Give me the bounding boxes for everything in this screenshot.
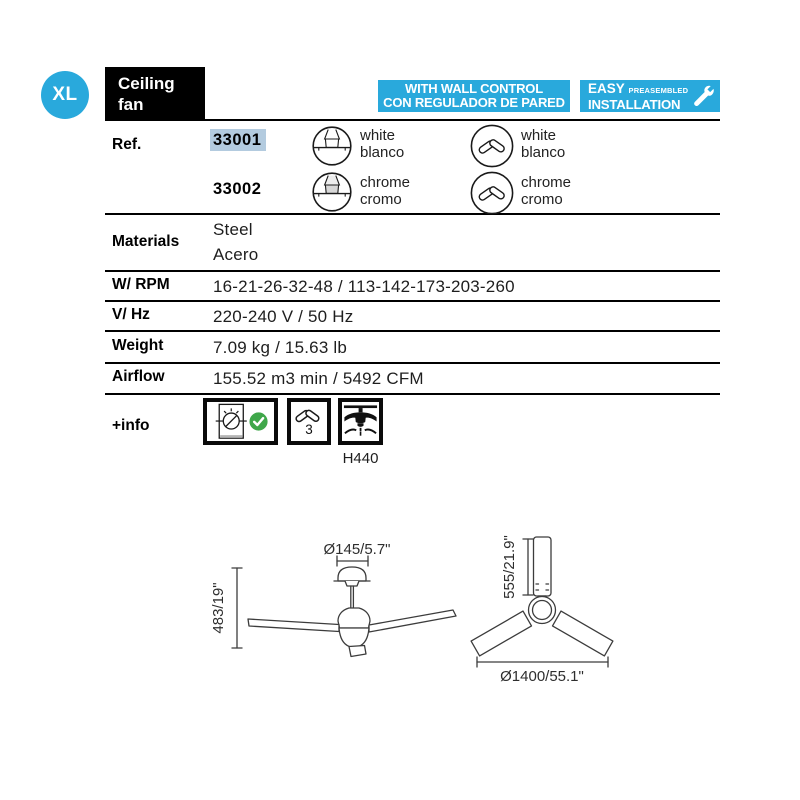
w-rpm-label: W/ RPM [112, 276, 170, 293]
ceiling-fan-icon [343, 403, 378, 440]
blade-color-es: cromo [521, 190, 563, 208]
blade-color-en: white [521, 127, 557, 144]
blade-length-dim: 555/21.9" [501, 535, 518, 599]
fan-diameter-dim: Ø1400/55.1" [500, 668, 584, 685]
height-code-label: H440 [342, 450, 379, 467]
divider [105, 362, 720, 364]
wall-control-compatible-pictogram [203, 398, 278, 445]
divider [105, 213, 720, 215]
preassembled-word: PREASEMBLED [628, 86, 689, 95]
title-line-2: fan [118, 95, 144, 114]
info-label: +info [112, 417, 150, 434]
ref-code-highlighted[interactable]: 33001 [210, 129, 266, 151]
easy-installation-banner [580, 80, 720, 112]
v-hz-label: V/ Hz [112, 306, 150, 323]
weight-value: 7.09 kg / 15.63 lb [213, 338, 348, 357]
fan-blades-chrome-icon [470, 171, 514, 215]
xl-badge-label: XL [52, 84, 78, 105]
title-line-1: Ceiling [118, 74, 175, 93]
divider [105, 300, 720, 302]
fan-height-pictogram [338, 398, 383, 445]
fan-blades-white-icon [470, 124, 514, 168]
wall-control-en: WITH WALL CONTROL [405, 80, 543, 96]
blade-color-en: chrome [521, 174, 572, 191]
w-rpm-value: 16-21-26-32-48 / 113-142-173-203-260 [213, 277, 515, 296]
materials-value-es: Acero [213, 245, 259, 264]
wall-control-banner [378, 80, 570, 112]
airflow-value: 155.52 m3 min / 5492 CFM [213, 369, 424, 388]
canopy-diameter-dim: Ø145/5.7" [323, 541, 391, 558]
ref-label: Ref. [112, 136, 142, 153]
blade-count-value: 3 [305, 422, 313, 437]
blade-count-pictogram [287, 398, 331, 445]
divider [105, 119, 720, 121]
blade-color-es: blanco [521, 143, 566, 161]
easy-word: EASY [588, 81, 625, 96]
materials-value-en: Steel [213, 220, 253, 239]
three-blades-icon [292, 403, 326, 440]
divider [105, 330, 720, 332]
airflow-label: Airflow [112, 368, 165, 385]
housing-color-es: blanco [360, 143, 405, 161]
technical-drawing [180, 518, 640, 693]
materials-label: Materials [112, 233, 180, 250]
ref-code-33002[interactable]: 33002 [213, 180, 262, 198]
v-hz-value: 220-240 V / 50 Hz [213, 307, 354, 326]
dimmer-check-icon [208, 403, 273, 440]
wrench-icon [693, 85, 715, 107]
height-dim: 483/19" [210, 582, 227, 634]
wall-control-es: CON REGULADOR DE PARED [383, 95, 565, 110]
housing-color-es: cromo [360, 190, 402, 208]
divider [105, 270, 720, 272]
xl-size-badge [41, 71, 89, 119]
housing-color-en: chrome [360, 174, 411, 191]
ref-code-33001[interactable] [210, 131, 266, 150]
green-check-circle [249, 412, 269, 432]
housing-color-en: white [360, 127, 396, 144]
weight-label: Weight [112, 337, 164, 354]
divider [105, 393, 720, 395]
product-category-title [105, 67, 205, 121]
installation-word: INSTALLATION [588, 97, 681, 112]
fan-housing-white-icon [312, 126, 352, 166]
fan-housing-chrome-icon [312, 172, 352, 212]
